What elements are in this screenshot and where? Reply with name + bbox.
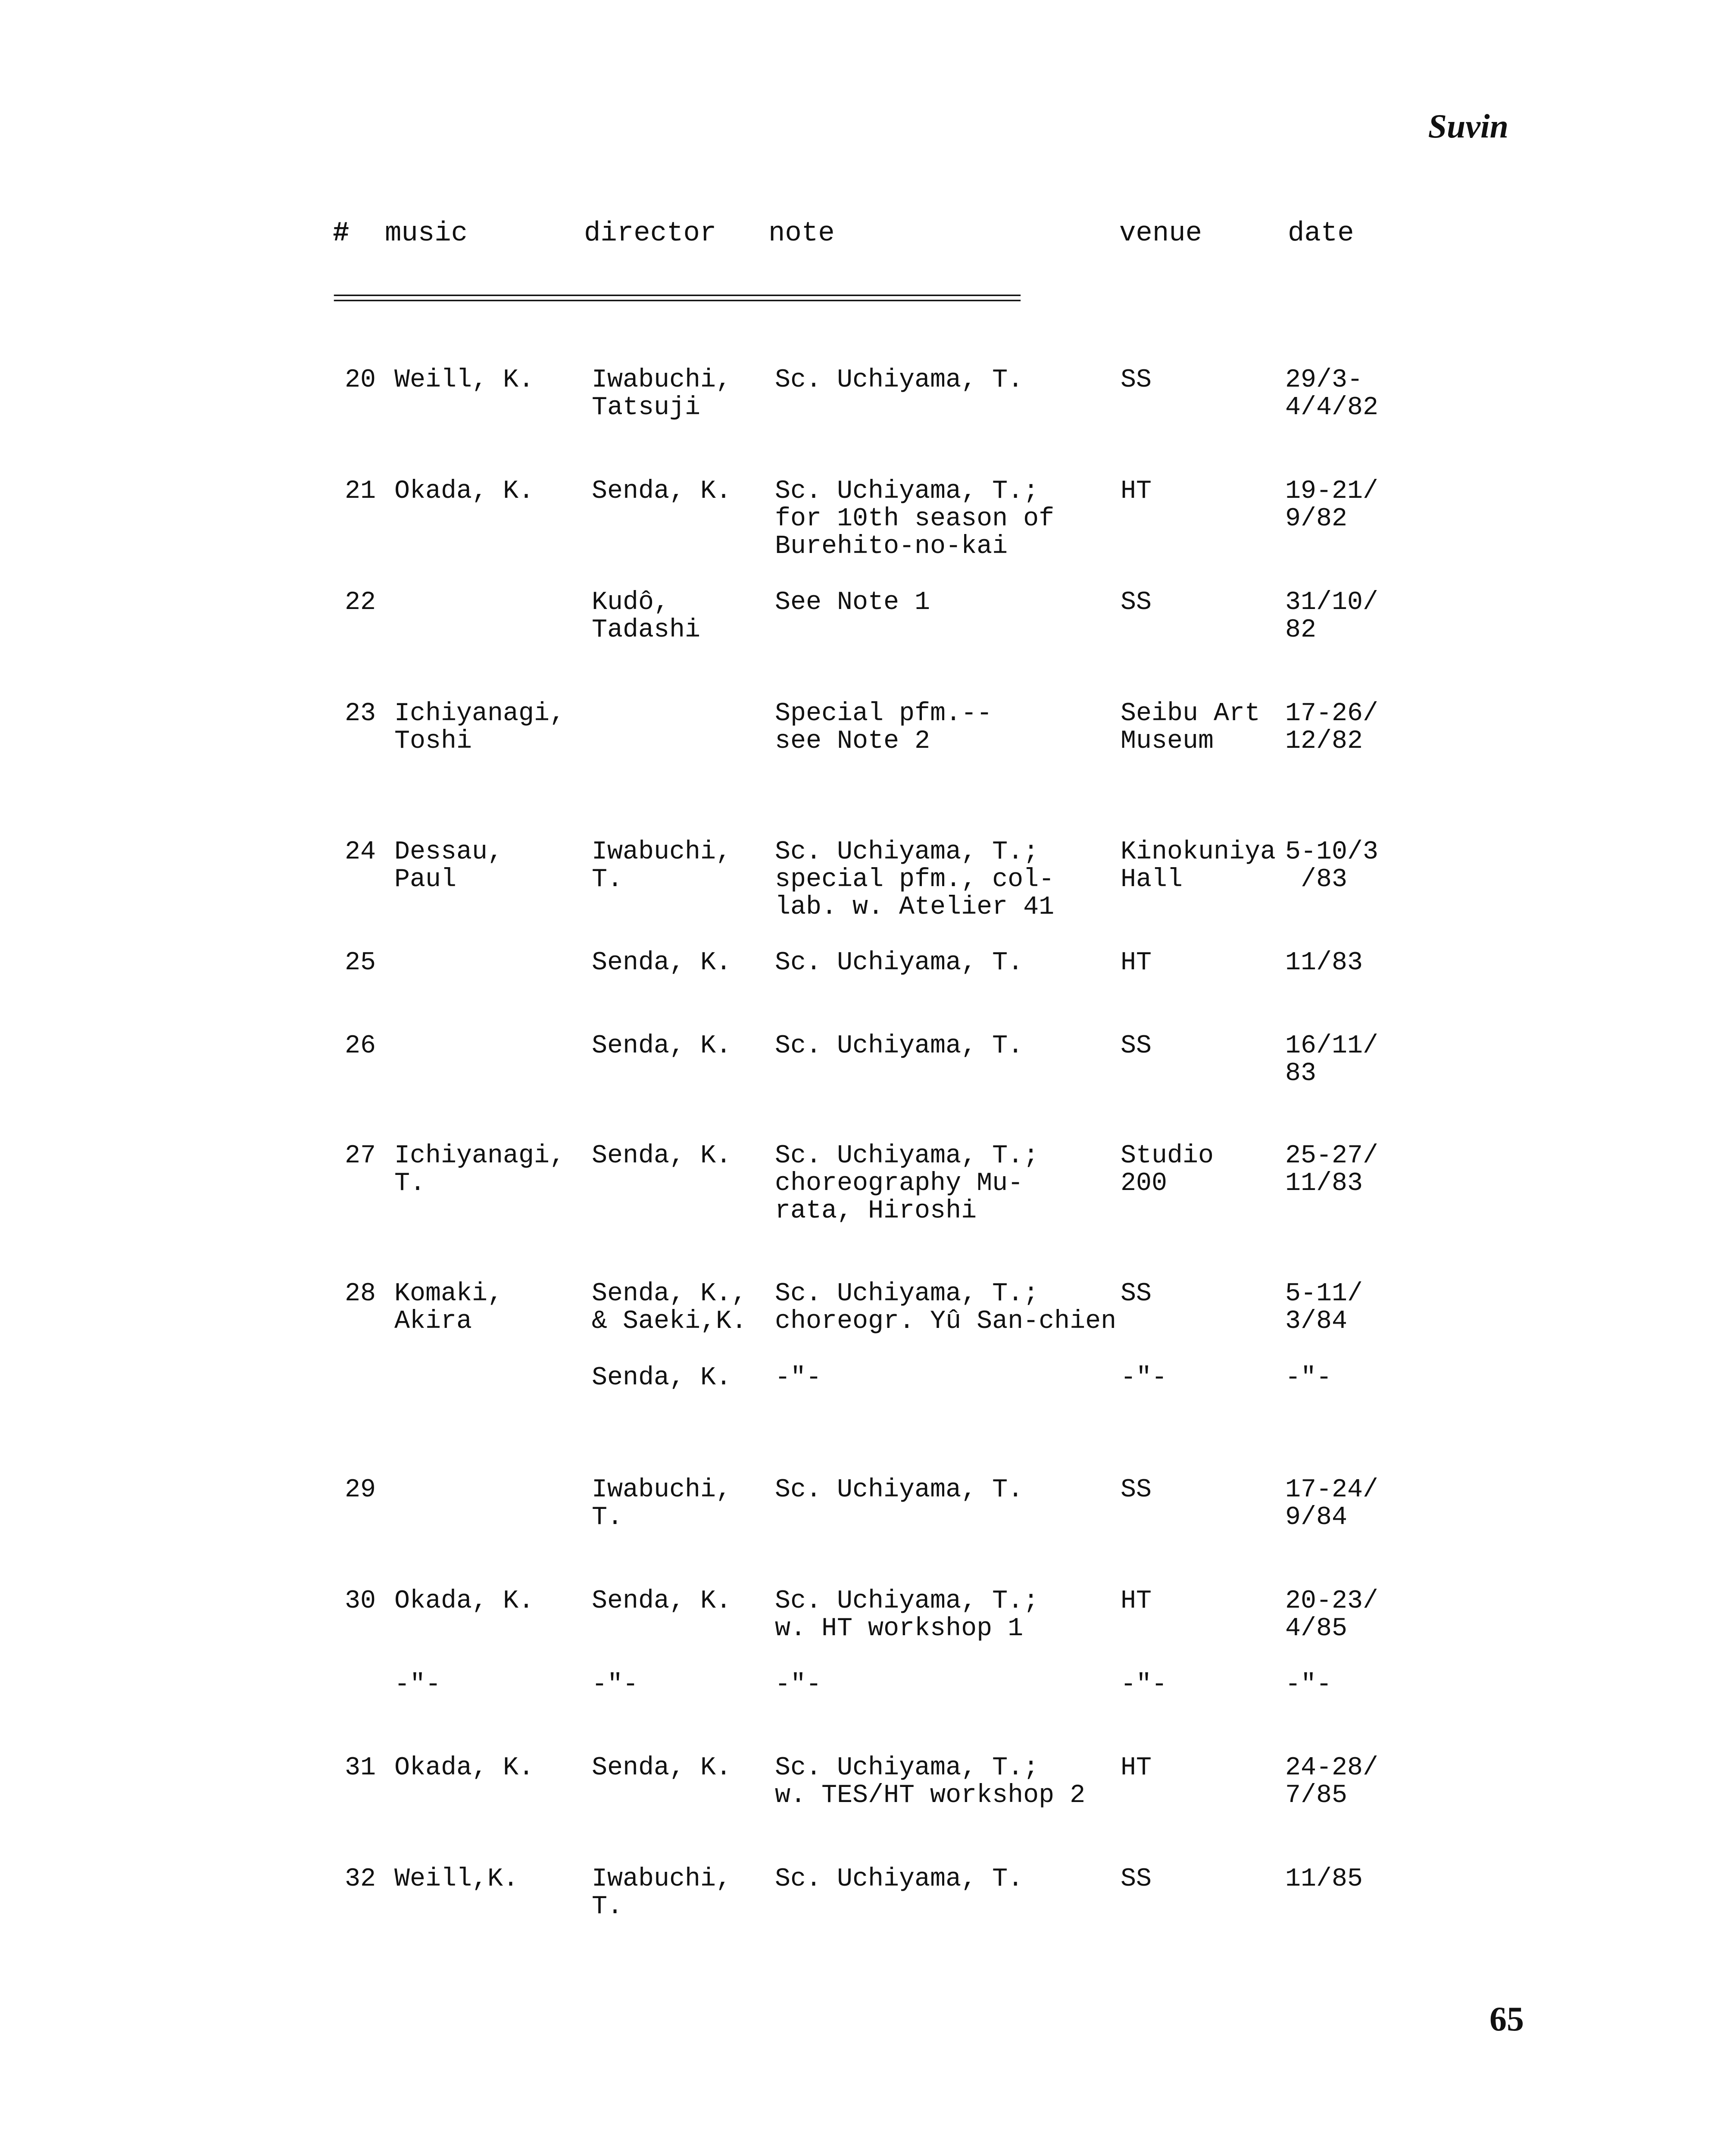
- venue-cell: SS: [1121, 1031, 1152, 1061]
- note-cell: -"-: [775, 1363, 822, 1393]
- date-cell: 5-10/3 /83: [1285, 837, 1379, 894]
- venue-cell: Kinokuniya Hall: [1121, 837, 1276, 894]
- row-number: 26: [345, 1031, 376, 1061]
- column-header-note: note: [768, 218, 835, 249]
- music-cell: Ichiyanagi, Toshi: [394, 699, 565, 756]
- director-cell: Senda, K.: [592, 1587, 732, 1616]
- venue-cell: HT: [1121, 1753, 1152, 1783]
- director-cell: Senda, K.: [592, 948, 732, 978]
- music-cell: Okada, K.: [394, 1587, 534, 1616]
- date-cell: 11/85: [1285, 1865, 1363, 1894]
- date-cell: 20-23/ 4/85: [1285, 1587, 1379, 1643]
- column-header-director: director: [584, 218, 717, 249]
- date-cell: -"-: [1285, 1363, 1332, 1393]
- venue-cell: SS: [1121, 588, 1152, 617]
- music-cell: Weill,K.: [394, 1865, 519, 1894]
- note-cell: Sc. Uchiyama, T.; w. HT workshop 1: [775, 1587, 1039, 1643]
- note-cell: Sc. Uchiyama, T.; for 10th season of Burehito-no-kai: [775, 477, 1055, 561]
- venue-cell: HT: [1121, 948, 1152, 978]
- row-number: 22: [345, 588, 376, 617]
- note-cell: Sc. Uchiyama, T.; choreogr. Yû San-chien: [775, 1279, 1117, 1336]
- date-cell: 25-27/ 11/83: [1285, 1141, 1379, 1198]
- director-cell: Senda, K.: [592, 1753, 732, 1783]
- note-cell: Sc. Uchiyama, T.: [775, 1475, 1024, 1505]
- date-cell: 29/3- 4/4/82: [1285, 365, 1379, 422]
- note-cell: Sc. Uchiyama, T.; w. TES/HT workshop 2: [775, 1753, 1086, 1810]
- note-cell: See Note 1: [775, 588, 930, 617]
- director-cell: Senda, K., & Saeki,K.: [592, 1279, 747, 1336]
- row-number: 24: [345, 837, 376, 867]
- venue-cell: SS: [1121, 1279, 1152, 1309]
- director-cell: Kudô, Tadashi: [592, 588, 701, 645]
- row-number: 28: [345, 1279, 376, 1309]
- director-cell: Senda, K.: [592, 1141, 732, 1171]
- date-cell: 24-28/ 7/85: [1285, 1753, 1379, 1810]
- venue-cell: Studio 200: [1121, 1141, 1214, 1198]
- date-cell: 17-26/ 12/82: [1285, 699, 1379, 756]
- director-cell: Iwabuchi, T.: [592, 837, 732, 894]
- note-cell: -"-: [775, 1670, 822, 1699]
- director-cell: Iwabuchi, T.: [592, 1475, 732, 1532]
- music-cell: Weill, K.: [394, 365, 534, 395]
- director-cell: Iwabuchi, Tatsuji: [592, 365, 732, 422]
- column-header-date: date: [1288, 218, 1354, 249]
- date-cell: 16/11/ 83: [1285, 1031, 1379, 1088]
- venue-cell: SS: [1121, 365, 1152, 395]
- row-number: 32: [345, 1865, 376, 1894]
- row-number: 25: [345, 948, 376, 978]
- venue-cell: Seibu Art Museum: [1121, 699, 1261, 756]
- row-number: 30: [345, 1587, 376, 1616]
- column-header-venue: venue: [1119, 218, 1202, 249]
- director-cell: Senda, K.: [592, 477, 732, 506]
- date-cell: 11/83: [1285, 948, 1363, 978]
- page-number: 65: [1489, 2000, 1524, 2038]
- music-cell: -"-: [394, 1670, 441, 1699]
- row-number: 29: [345, 1475, 376, 1505]
- venue-cell: HT: [1121, 477, 1152, 506]
- music-cell: Dessau, Paul: [394, 837, 503, 894]
- row-number: 23: [345, 699, 376, 728]
- note-cell: Sc. Uchiyama, T.: [775, 1031, 1024, 1061]
- date-cell: 17-24/ 9/84: [1285, 1475, 1379, 1532]
- note-cell: Special pfm.-- see Note 2: [775, 699, 993, 756]
- column-header-number: #: [333, 218, 350, 249]
- note-cell: Sc. Uchiyama, T.: [775, 365, 1024, 395]
- note-cell: Sc. Uchiyama, T.; choreography Mu- rata, Hiroshi: [775, 1141, 1039, 1226]
- venue-cell: SS: [1121, 1475, 1152, 1505]
- venue-cell: SS: [1121, 1865, 1152, 1894]
- music-cell: Komaki, Akira: [394, 1279, 503, 1336]
- row-number: 31: [345, 1753, 376, 1783]
- music-cell: Okada, K.: [394, 477, 534, 506]
- date-cell: 5-11/ 3/84: [1285, 1279, 1363, 1336]
- venue-cell: HT: [1121, 1587, 1152, 1616]
- row-number: 20: [345, 365, 376, 395]
- venue-cell: -"-: [1121, 1363, 1168, 1393]
- music-cell: Okada, K.: [394, 1753, 534, 1783]
- running-head: Suvin: [1428, 107, 1508, 145]
- date-cell: -"-: [1285, 1670, 1332, 1699]
- director-cell: Senda, K.: [592, 1031, 732, 1061]
- director-cell: Senda, K.: [592, 1363, 732, 1393]
- music-cell: Ichiyanagi, T.: [394, 1141, 565, 1198]
- note-cell: Sc. Uchiyama, T.: [775, 948, 1024, 978]
- row-number: 21: [345, 477, 376, 506]
- date-cell: 19-21/ 9/82: [1285, 477, 1379, 534]
- row-number: 27: [345, 1141, 376, 1171]
- note-cell: Sc. Uchiyama, T.: [775, 1865, 1024, 1894]
- column-header-music: music: [385, 218, 468, 249]
- venue-cell: -"-: [1121, 1670, 1168, 1699]
- director-cell: -"-: [592, 1670, 639, 1699]
- note-cell: Sc. Uchiyama, T.; special pfm., col- lab. w. Atelier 41: [775, 837, 1055, 922]
- date-cell: 31/10/ 82: [1285, 588, 1379, 645]
- header-rule: =========================================================================: [333, 288, 1019, 311]
- director-cell: Iwabuchi, T.: [592, 1865, 732, 1921]
